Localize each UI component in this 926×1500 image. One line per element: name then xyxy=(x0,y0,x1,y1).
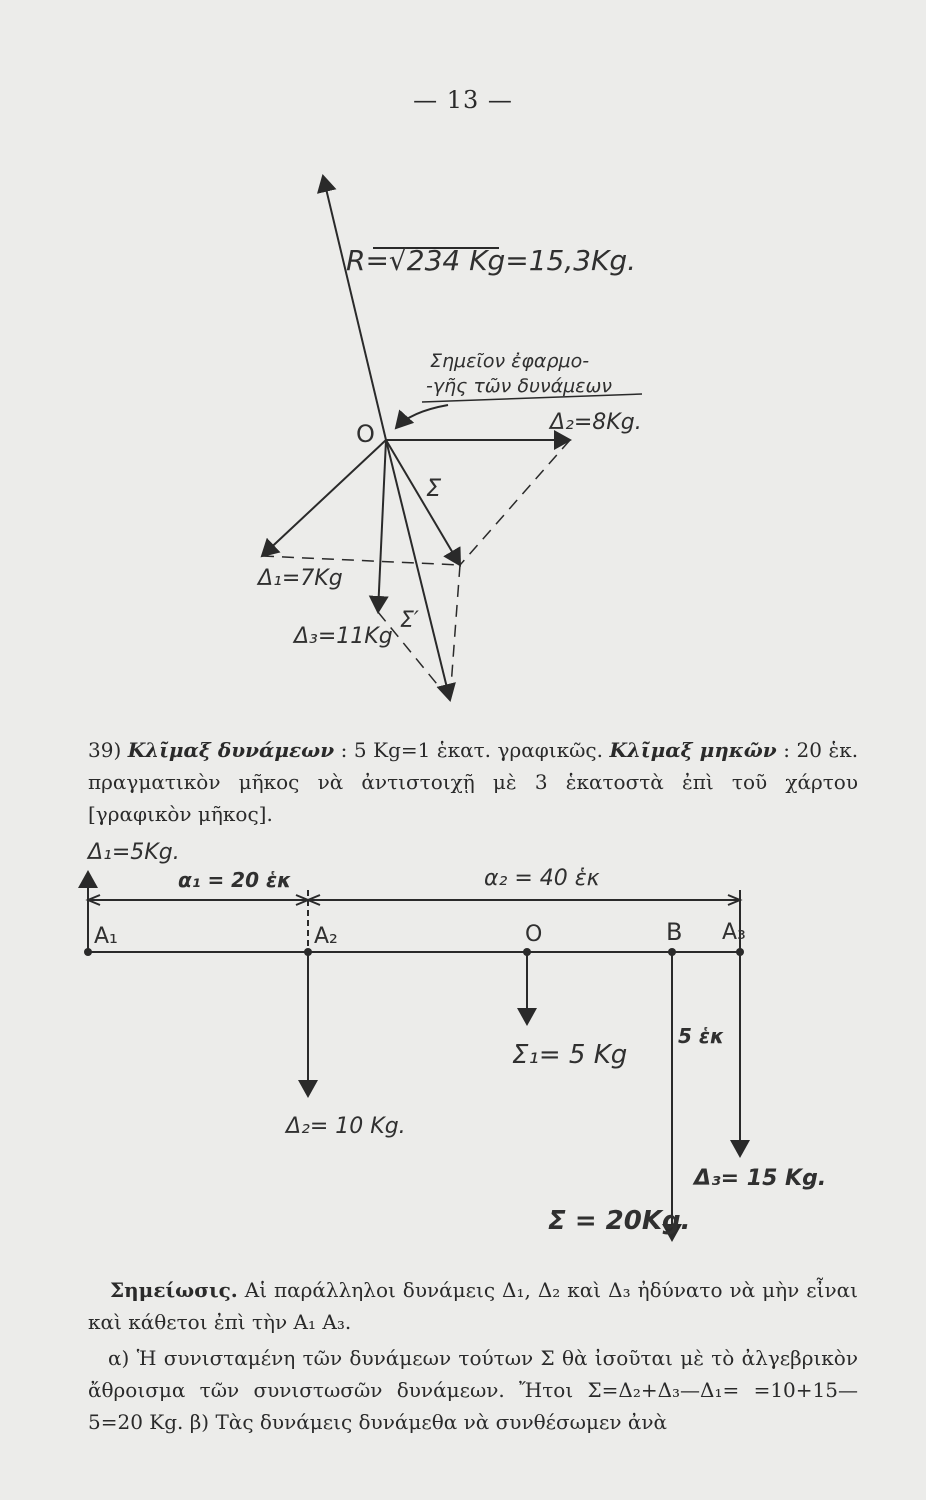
scale-lengths-text: : 20 ἑκ. πραγματικὸν μῆκος νὰ ἀντιστοιχῇ μὲ 3 ἑκατοστὰ ἐπὶ τοῦ χάρτου [γραφικὸν μῆκος]. xyxy=(88,738,859,826)
sigma-prime-label: Σ′ xyxy=(400,608,419,633)
scale-forces-text: : 5 Kg=1 ἑκατ. γραφικῶς. xyxy=(340,738,603,762)
d3-label: Δ₃=11Kg xyxy=(294,624,393,649)
scale-forces-term: Κλῖμαξ δυνάμεων xyxy=(127,738,335,762)
a1-label: α₁ = 20 ἑκ xyxy=(178,868,292,892)
b-point-label: B xyxy=(666,918,683,946)
note-line-1: Σημεῖον ἐφαρμο- xyxy=(430,350,590,372)
fig2-d2-label: Δ₂= 10 Kg. xyxy=(286,1114,406,1139)
notes-heading: Σημείωσις. xyxy=(110,1278,238,1302)
note-line-2: -γῆς τῶν δυνάμεων xyxy=(426,375,612,397)
notes-paragraph-1 xyxy=(88,1274,858,1338)
o-point-label: O xyxy=(525,922,543,947)
a1-point-label: A₁ xyxy=(94,924,118,949)
page-number: — 13 — xyxy=(413,86,513,114)
notes-line-1: Αἱ παράλληλοι δυνάμεις Δ₁, Δ₂ καὶ Δ₃ ἠδύνατο νὰ μὴν εἶναι καὶ κάθετοι ἐπὶ τὴν A₁ A₃. xyxy=(88,1278,858,1334)
resultant-label: R=√234 Kg=15,3Kg. xyxy=(346,244,637,277)
d1-label: Δ₁=7Kg xyxy=(258,566,343,591)
scale-lengths-term: Κλῖμαξ μηκῶν xyxy=(609,738,777,762)
five-ek-label: 5 ἑκ xyxy=(678,1024,725,1048)
problem-number: 39) xyxy=(88,738,122,762)
fig2-sigma-label: Σ = 20Kg. xyxy=(548,1206,691,1236)
fig2-d3-label: Δ₃= 15 Kg. xyxy=(694,1166,827,1191)
fig2-d1-label: Δ₁=5Kg. xyxy=(88,840,180,865)
d2-label: Δ₂=8Kg. xyxy=(550,410,642,435)
point-o-label: O xyxy=(356,420,375,448)
a3-point-label: A₃ xyxy=(722,920,746,945)
a2-point-label: A₂ xyxy=(314,924,338,949)
a2-label: α₂ = 40 ἑκ xyxy=(484,866,600,891)
notes-paragraph-2: α) Ἡ συνισταμένη τῶν δυνάμεων τούτων Σ θὰ ἰσοῦται μὲ τὸ ἀλγεβρικὸν ἄθροισμα τῶν συνιστωσῶν δυνάμεων. Ἤτοι Σ=Δ₂+Δ₃—Δ₁= =10+15—5=20 Kg. β) Τὰς δυνάμεις δυνάμεθα νὰ συνθέσωμεν ἀνὰ xyxy=(88,1346,858,1434)
sigma-label: Σ xyxy=(426,474,442,502)
sigma1-label: Σ₁= 5 Kg xyxy=(512,1040,628,1070)
